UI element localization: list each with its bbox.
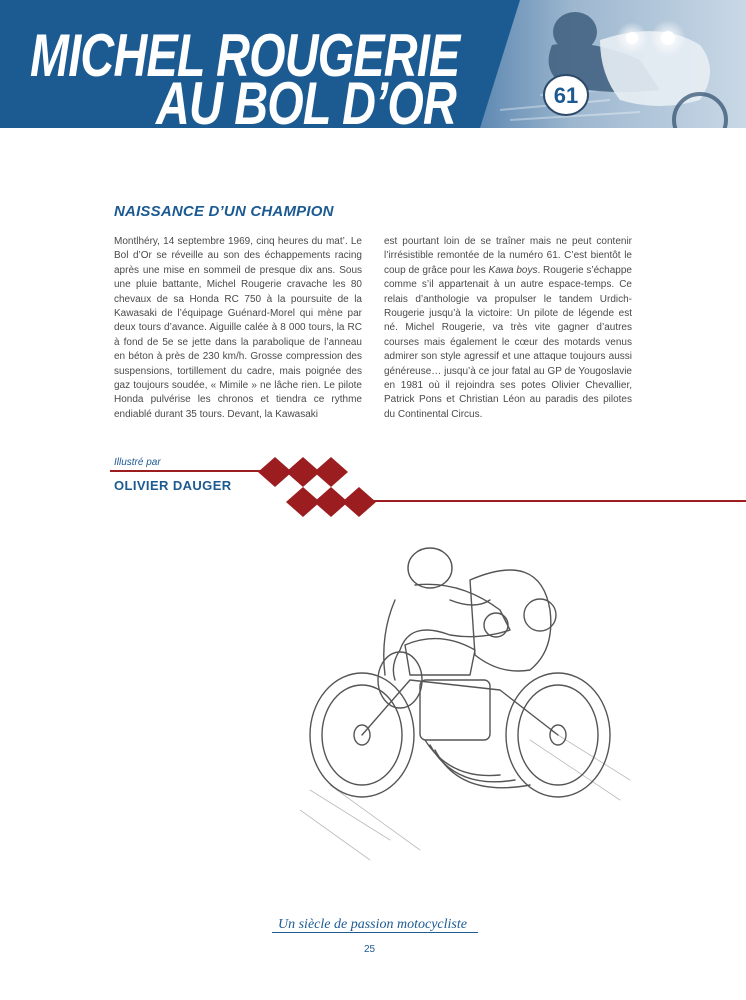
diamond-ornament-icon bbox=[255, 455, 380, 520]
article-column-2 bbox=[384, 235, 632, 422]
photo-number: 61 bbox=[553, 83, 579, 108]
illustrator-name: OLIVIER DAUGER bbox=[114, 478, 232, 493]
page-number: 25 bbox=[364, 944, 376, 955]
footer-divider bbox=[272, 932, 478, 933]
page-title-line-2: AU BOL D’OR bbox=[156, 70, 456, 128]
article-column-1: Montlhéry, 14 septembre 1969, cinq heures du mat’. Le Bol d’Or se réveille au son des échappements racing après une mise en sommeil de presque dix ans. Sous une pluie battante, Michel Rougerie cravache les 80 chevaux de sa Honda RC 750 à la poursuite de la Kawasaki de l’équipage Guénard-Morel qui mène par deux tours d’avance. Aiguille calée à 8 000 tours, la RC à fond de 5e se jette dans la parabolique de l’anneau en béton à près de 230 km/h. Grosse compression des suspensions, tortillement du cadre, mais poignée des gaz toujours soudée, « Mimile » ne lâche rien. Le pilote Honda pulvérise les chronos et tiendra ce rythme endiablé durant 35 tours. Devant, la Kawasaki bbox=[114, 236, 362, 420]
article-column-2-text-a: est pourtant loin de se traîner mais ne peut contenir l’irrésistible remontée de la numéro 61. C’est bientôt le coup de grâce pour les bbox=[384, 236, 632, 276]
header-banner bbox=[0, 0, 746, 128]
credit-divider-right bbox=[372, 500, 746, 502]
credit-divider-left bbox=[110, 470, 262, 472]
motorcycle-sketch-icon bbox=[300, 540, 640, 880]
credit-label: Illustré par bbox=[114, 457, 161, 468]
article-column-2-text-b: . Rougerie s’échappe comme s’il appartenait à un autre espace-temps. Ce relais d’anthologie va propulser le tandem Urdich-Rougerie jusqu’à la victoire: Un pilote de légende est né. Michel Rougerie, va très vite gagner d’autres courses mais également le cœur des motards venus admirer son style agressif et une attaque toujours aussi généreuse… jusqu’à ce jour fatal au GP de Yougoslavie en 1981 où il rejoindra ses potes Olivier Chevallier, Patrick Pons et Christian Léon au paradis des pilotes du Continental Circus. bbox=[384, 264, 632, 420]
section-heading: NAISSANCE D’UN CHAMPION bbox=[114, 203, 334, 220]
article-column-2-italic: Kawa boys bbox=[488, 264, 538, 276]
page-title-line-1: MICHEL ROUGERIE bbox=[30, 22, 460, 89]
footer-tagline: Un siècle de passion motocycliste bbox=[278, 917, 467, 932]
